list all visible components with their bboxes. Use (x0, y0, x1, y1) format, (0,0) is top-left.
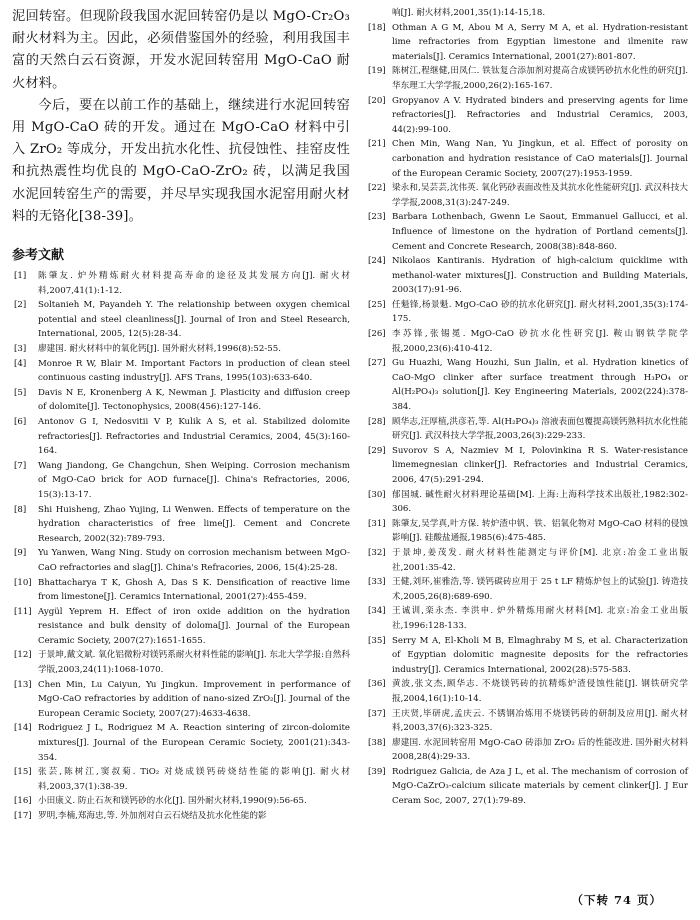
reference-number: [33] (368, 577, 386, 588)
reference-number: [22] (368, 183, 386, 194)
reference-text: Gropyanov A V. Hydrated binders and preserving agents for lime refractories[J]. Refractories and Industrial Ceramics, 2003, 44(2):99-100. (392, 95, 688, 135)
reference-number: [25] (368, 299, 386, 310)
reference-item (366, 415, 688, 444)
continued-on-page-note: （下转 74 页） (571, 893, 662, 907)
reference-text: Suvorov S A, Nazmiev M I, Polovinkina R S. Water-resistance limemegnesian clinker[J]. Refractories and Industrial Ceramics, 2006, 47(5):291-294. (392, 445, 688, 485)
reference-text: Wang Jiandong, Ge Changchun, Shen Weiping. Corrosion mechanism of MgO-CaO brick for AOD furnace[J]. China's Refractories, 2006, 15(3):13-17. (38, 460, 350, 500)
reference-text: Monroe R W, Blair M. Important Factors in production of clean steel continuous casting industry[J]. AFS Trans, 1995(103):633-640. (38, 358, 350, 384)
reference-number: [16] (14, 796, 32, 807)
reference-number: [17] (14, 811, 32, 821)
reference-item (12, 415, 350, 459)
reference-number: [38] (368, 737, 386, 748)
reference-number: [23] (368, 212, 386, 223)
reference-text: 顾华志,汪厚植,洪彦若,等. Al(H₂PO₄)₃ 溶液表面包覆提高镁钙熟料抗水化性能研究[J]. 武汉科技大学学报,2003,26(3):229-233. (392, 416, 688, 442)
reference-text: Chen Min, Wang Nan, Yu Jingkun, et al. Effect of porosity on carbonation and hydration resistance of CaO materials[J]. Journal of the European Ceramic Society, 2007(27):1953-1959. (392, 139, 688, 179)
reference-number: [34] (368, 606, 386, 617)
reference-text: 小田康义. 防止石灰和镁钙砂的水化[J]. 国外耐火材料,1990(9):56-65. (38, 796, 307, 807)
reference-item (12, 605, 350, 649)
reference-item (12, 546, 350, 575)
reference-17-continuation: 响[J]. 耐火材料,2001,35(1):14-15,18. (392, 8, 546, 18)
left-column (12, 6, 350, 824)
reference-number: [24] (368, 256, 386, 267)
reference-text: Yu Yanwen, Wang Ning. Study on corrosion mechanism between MgO-CaO refractories and slag[J]. China's Refracories, 2006, 15(4):25-28. (38, 548, 350, 573)
reference-number: [11] (14, 606, 32, 617)
reference-item (366, 356, 688, 414)
body-paragraph-2: 今后，要在以前工作的基础上，继续进行水泥回转窑用 MgO-CaO 砖的开发。通过在 MgO-CaO 材料中引入 ZrO₂ 等成分，开发出抗水化性、抗侵蚀性、挂窑皮性和抗热震性均优良的 MgO-CaO-ZrO₂ 砖，以满足我国水泥回转窑生产的需要，并尽早实现我国水泥窑用耐火材料的无铬化[38-39]。 (12, 97, 350, 224)
reference-item (366, 21, 688, 65)
reference-item (366, 181, 688, 210)
reference-item (366, 604, 688, 633)
reference-item (366, 94, 688, 138)
reference-text: Gu Huazhi, Wang Houzhi, Sun Jialin, et al. Hydration kinetics of CaO-MgO clinker after surface treatment through H₃PO₄ or Al(H₂PO₄)₃ solution[J]. Key Engineering Materials, 2002(224):378-384. (392, 358, 688, 413)
reference-item (12, 576, 350, 605)
reference-text: 黄波,张文杰,顾华志. 不烧镁钙砖的抗精炼炉渣侵蚀性能[J]. 钢铁研究学报,2004,16(1):10-14. (392, 679, 688, 704)
reference-number: [13] (14, 679, 32, 690)
reference-item (12, 386, 350, 415)
reference-item (12, 794, 350, 809)
references-title: 参考文献 (12, 248, 65, 264)
reference-text: 廖建国. 耐火材料中的氧化钙[J]. 国外耐火材料,1996(8):52-55. (38, 344, 281, 354)
reference-text: Serry M A, El-Kholi M B, Elmaghraby M S, et al. Characterization of Egyptian dolomitic magnesite deposits for the refractories industry[J]. Ceramics International, 2002(28):575-583. (392, 635, 688, 675)
reference-number: [7] (14, 460, 27, 471)
reference-text: Barbara Lothenbach, Gwenn Le Saout, Emmanuel Gallucci, et al. Influence of limestone on the hydration of Portland cements[J]. Cement and Concrete Research, 2008(38):848-860. (392, 212, 688, 252)
reference-text: Davis N E, Kronenberg A K, Newman J. Plasticity and diffusion creep of dolomite[J]. Tectonophysics, 2008(456):127-146. (38, 387, 350, 413)
reference-number: [37] (368, 708, 386, 719)
reference-item (366, 517, 688, 546)
reference-item (12, 298, 350, 342)
reference-number: [9] (14, 548, 27, 559)
reference-text: Antonov G I, Nedosvitii V P, Kulik A S, et al. Stabilized dolomite refractories[J]. Refractories and Industrial Ceramics, 2004, 45(3):160-164. (38, 416, 350, 457)
body-paragraph-1: 泥回转窑。但现阶段我国水泥回转窑仍是以 MgO-Cr₂O₃ 耐火材料为主。因此，必须借鉴国外的经验，利用我国丰富的天然白云石资源，开发水泥回转窑用 MgO-CaO 耐火材料。 (12, 9, 350, 91)
reference-item (366, 488, 688, 517)
reference-item (366, 634, 688, 678)
reference-text: 陈肇友. 炉外精炼耐火材料提高寿命的途径及其发展方向[J]. 耐火材料,2007,41(1):1-12. (38, 271, 350, 296)
reference-number: [20] (368, 95, 386, 106)
reference-item (366, 546, 688, 575)
reference-number: [3] (14, 344, 27, 354)
reference-number: [10] (14, 577, 32, 588)
reference-number: [36] (368, 679, 386, 690)
reference-text: 罗明,李楠,郑海忠,等. 外加剂对白云石烧结及抗水化性能的影 (38, 811, 267, 821)
reference-text: Chen Min, Lu Caiyun, Yu Jingkun. Improvement in performance of MgO-CaO refractories by addition of nano-sized ZrO₂[J]. Journal of the European Ceramic Society, 2007(27):4633-4638. (38, 679, 350, 719)
reference-item (12, 678, 350, 722)
reference-text: 任魁锋,杨景魁. MgO-CaO 砂的抗水化研究[J]. 耐火材料,2001,35(3):174-175. (392, 299, 688, 325)
reference-item (366, 736, 688, 765)
reference-item (366, 765, 688, 809)
reference-number: [39] (368, 766, 386, 777)
reference-item (12, 269, 350, 298)
reference-text: Rodriguez J L, Rodriguez M A. Reaction sintering of zircon-dolomite mixtures[J]. Journal of the European Ceramic Society, 2001(21):343-354. (38, 723, 350, 763)
reference-text: 于景坤,姜茂发. 耐火材料性能测定与评价[M]. 北京:冶金工业出版社,2001:35-42. (392, 547, 688, 573)
reference-text: 于景坤,戴文斌. 氧化铝微粉对镁钙系耐火材料性能的影响[J]. 东北大学学报:自然科学版,2003,24(11):1068-1070. (38, 650, 350, 676)
reference-item (12, 342, 350, 357)
reference-number: [14] (14, 723, 32, 734)
reference-text: 王健,刘环,崔雅浩,等. 镁钙碳砖应用于 25 t LF 精炼炉包上的试验[J]. 铸造技术,2005,26(8):689-690. (392, 577, 688, 602)
reference-item (366, 444, 688, 488)
reference-number: [4] (14, 358, 27, 369)
reference-item (12, 459, 350, 503)
reference-text: Rodriguez Galicia, de Aza J L, et al. The mechanism of corrosion of MgO-CaZrO₃-calcium silicate materials by cement clinker[J]. J Eur Ceram Soc, 2007, 27(1):79-89. (392, 766, 688, 807)
references-list-left (12, 269, 350, 824)
reference-item (366, 210, 688, 254)
reference-number: [5] (14, 387, 27, 398)
reference-item (366, 707, 688, 736)
reference-number: [12] (14, 650, 32, 661)
reference-text: 陈肇友,吴学真,叶方保. 转炉渣中钒、铁、铝氧化物对 MgO-CaO 材料的侵蚀影响[J]. 硅酸盐通报,1985(6):475-485. (392, 518, 688, 544)
reference-text: 梁永和,吴芸芸,沈伟英. 氧化钙砂表面改性及其抗水化性能研究[J]. 武汉科技大学学报,2008,31(3):247-249. (392, 183, 688, 208)
reference-text: 郁国城. 碱性耐火材料理论基础[M]. 上海:上海科学技术出版社,1982:302-306. (392, 489, 688, 515)
reference-item (366, 64, 688, 93)
reference-number: [1] (14, 271, 27, 282)
reference-item (366, 298, 688, 327)
reference-text: 王庆贤,毕研虎,孟庆云. 不锈钢冶炼用不烧镁钙砖的研制及应用[J]. 耐火材料,2003,37(6):323-325. (392, 708, 688, 734)
right-column (366, 6, 688, 809)
reference-number: [8] (14, 504, 27, 515)
reference-number: [15] (14, 767, 32, 778)
reference-text: Soltanieh M, Payandeh Y. The relationship between oxygen chemical potential and steel cleanliness[J]. Journal of Iron and Steel Research, International, 2005, 12(5):28-34. (38, 300, 350, 340)
reference-number: [35] (368, 635, 386, 646)
reference-text: 李苏锋,张锡冕. MgO-CaO 砂抗水化性研究[J]. 鞍山钢铁学院学报,2000,23(6):410-412. (392, 329, 688, 354)
reference-text: 陈树江,程继健,田凤仁. 铁钛复合添加剂对提高合成镁钙砂抗水化性的研究[J]. 华东理工大学学报,2000,26(2):165-167. (392, 66, 688, 91)
reference-text: 张芸,陈树江,窦叔菊. TiO₂ 对烧成镁钙砖烧结性能的影响[J]. 耐火材料,2003,37(1):38-39. (38, 767, 350, 792)
reference-item (366, 137, 688, 181)
reference-item (12, 809, 350, 824)
reference-number: [21] (368, 139, 386, 150)
reference-text: 王诚训,栾永杰. 李洪申. 炉外精炼用耐火材料[M]. 北京:冶金工业出版社,1996:128-133. (392, 606, 688, 631)
reference-number: [30] (368, 489, 386, 500)
reference-item (12, 357, 350, 386)
reference-text: 廖建国. 水泥回转窑用 MgO-CaO 砖添加 ZrO₂ 后的性能改进. 国外耐火材料 2008,28(4):29-33. (392, 737, 688, 763)
reference-text: Bhattacharya T K, Ghosh A, Das S K. Densification of reactive lime from limestone[J]. Ceramics International, 2001(27):455-459. (38, 577, 350, 603)
reference-number: [27] (368, 358, 386, 369)
reference-number: [31] (368, 518, 386, 529)
reference-item (366, 575, 688, 604)
reference-text: Shi Huisheng, Zhao Yujing, Li Wenwen. Effects of temperature on the hydration characteristics of free lime[J]. Cement and Concrete Research, 2002(32):789-793. (38, 504, 350, 544)
references-list-right (366, 21, 688, 809)
reference-item (12, 765, 350, 794)
reference-number: [18] (368, 22, 386, 33)
reference-item (12, 648, 350, 677)
reference-number: [32] (368, 547, 386, 558)
reference-text: Othman A G M, Abou M A, Serry M A, et al. Hydration-resistant lime refractories from Egyptian limestone and ilmenite raw materials[J]. Ceramics International, 2001(27):801-807. (392, 22, 688, 62)
reference-item (12, 721, 350, 765)
reference-item (366, 327, 688, 356)
reference-item (366, 254, 688, 298)
reference-number: [28] (368, 416, 386, 427)
reference-number: [2] (14, 300, 27, 311)
reference-text: Nikolaos Kantiranis. Hydration of high-calcium quicklime with methanol-water mixtures[J]. Construction and Building Materials, 2003(17):91-96. (392, 256, 688, 296)
reference-number: [26] (368, 329, 386, 340)
reference-item (12, 503, 350, 547)
reference-text: Aygül Yeprem H. Effect of iron oxide addition on the hydration resistance and bulk density of doloma[J]. Journal of the European Ceramic Society, 2007(27):1651-1655. (38, 606, 350, 646)
reference-number: [19] (368, 66, 386, 77)
reference-item (366, 677, 688, 706)
reference-number: [6] (14, 416, 27, 427)
reference-number: [29] (368, 445, 386, 456)
